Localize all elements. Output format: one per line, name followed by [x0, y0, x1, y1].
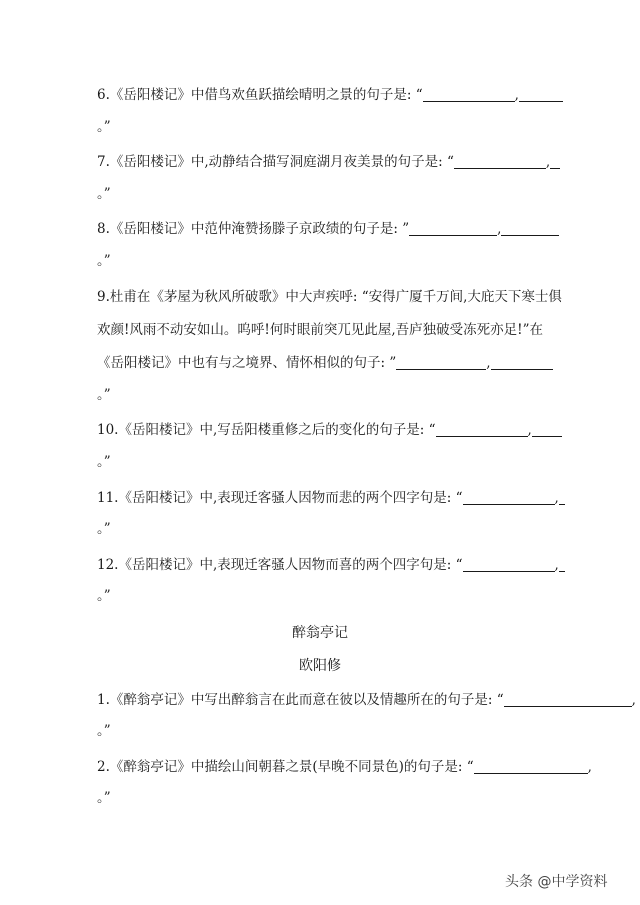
answer-blank[interactable] — [532, 422, 562, 437]
question-7-tail: 。” — [97, 186, 111, 202]
question-text: 2.《醉翁亭记》中描绘山间朝暮之景(早晚不同景色)的句子是: “ — [97, 759, 474, 775]
question-9-tail: 。” — [97, 387, 111, 403]
question-10-tail: 。” — [97, 454, 111, 470]
zuiweng-question-1-tail: 。” — [97, 723, 111, 739]
separator: , — [631, 692, 636, 708]
answer-blank[interactable] — [504, 692, 632, 707]
answer-blank[interactable] — [463, 557, 555, 572]
question-9-line-1: 9.杜甫在《茅屋为秋风所破歌》中大声疾呼: “安得广厦千万间,大庇天下寒士俱 — [97, 289, 562, 305]
question-8 — [97, 220, 614, 238]
separator: , — [554, 490, 559, 506]
separator: , — [587, 759, 592, 775]
question-text: 《岳阳楼记》中也有与之境界、情怀相似的句子: ” — [97, 355, 397, 371]
question-text: 12.《岳阳楼记》中,表现迁客骚人因物而喜的两个四字句是: “ — [97, 557, 463, 573]
question-11 — [97, 489, 614, 507]
answer-blank[interactable] — [396, 355, 486, 370]
question-text: 7.《岳阳楼记》中,动静结合描写洞庭湖月夜美景的句子是: “ — [97, 154, 454, 170]
watermark: 头条 @中学资料 — [505, 874, 608, 890]
question-text: 8.《岳阳楼记》中范仲淹赞扬滕子京政绩的句子是: ” — [97, 221, 410, 237]
question-text: 1.《醉翁亭记》中写出醉翁言在此而意在彼以及情趣所在的句子是: “ — [97, 692, 504, 708]
question-11-tail: 。” — [97, 521, 111, 537]
section-title: 醉翁亭记 — [292, 625, 348, 641]
separator: , — [497, 221, 502, 237]
question-9 — [97, 354, 614, 372]
question-12 — [97, 556, 614, 574]
answer-blank[interactable] — [436, 422, 528, 437]
separator: , — [486, 355, 491, 371]
answer-blank[interactable] — [519, 87, 563, 102]
answer-blank[interactable] — [491, 355, 553, 370]
answer-blank[interactable] — [550, 154, 560, 169]
question-9-line-2: 欢颜!风雨不动安如山。呜呼!何时眼前突兀见此屋,吾庐独破受冻死亦足!”在 — [97, 322, 543, 338]
question-6-tail: 。” — [97, 119, 111, 135]
question-10 — [97, 421, 614, 439]
answer-blank[interactable] — [501, 221, 559, 236]
section-author: 欧阳修 — [299, 658, 341, 674]
answer-blank[interactable] — [423, 87, 515, 102]
zuiweng-question-1 — [97, 691, 636, 709]
question-12-tail: 。” — [97, 588, 111, 604]
question-7 — [97, 153, 614, 171]
zuiweng-question-2 — [97, 758, 614, 776]
answer-blank[interactable] — [463, 490, 555, 505]
question-6 — [97, 86, 614, 104]
answer-blank[interactable] — [559, 557, 565, 572]
question-8-tail: 。” — [97, 253, 111, 269]
answer-blank[interactable] — [409, 221, 497, 236]
zuiweng-question-2-tail: 。” — [97, 790, 111, 806]
answer-blank[interactable] — [559, 490, 565, 505]
separator: , — [554, 557, 559, 573]
question-text: 10.《岳阳楼记》中,写岳阳楼重修之后的变化的句子是: “ — [97, 422, 436, 438]
separator: , — [545, 154, 551, 170]
answer-blank[interactable] — [474, 759, 588, 774]
answer-blank[interactable] — [454, 154, 546, 169]
question-text: 6.《岳阳楼记》中借鸟欢鱼跃描绘晴明之景的句子是: “ — [97, 87, 423, 103]
question-text: 11.《岳阳楼记》中,表现迁客骚人因物而悲的两个四字句是: “ — [97, 490, 463, 506]
separator: , — [527, 422, 532, 438]
separator: , — [514, 87, 519, 103]
